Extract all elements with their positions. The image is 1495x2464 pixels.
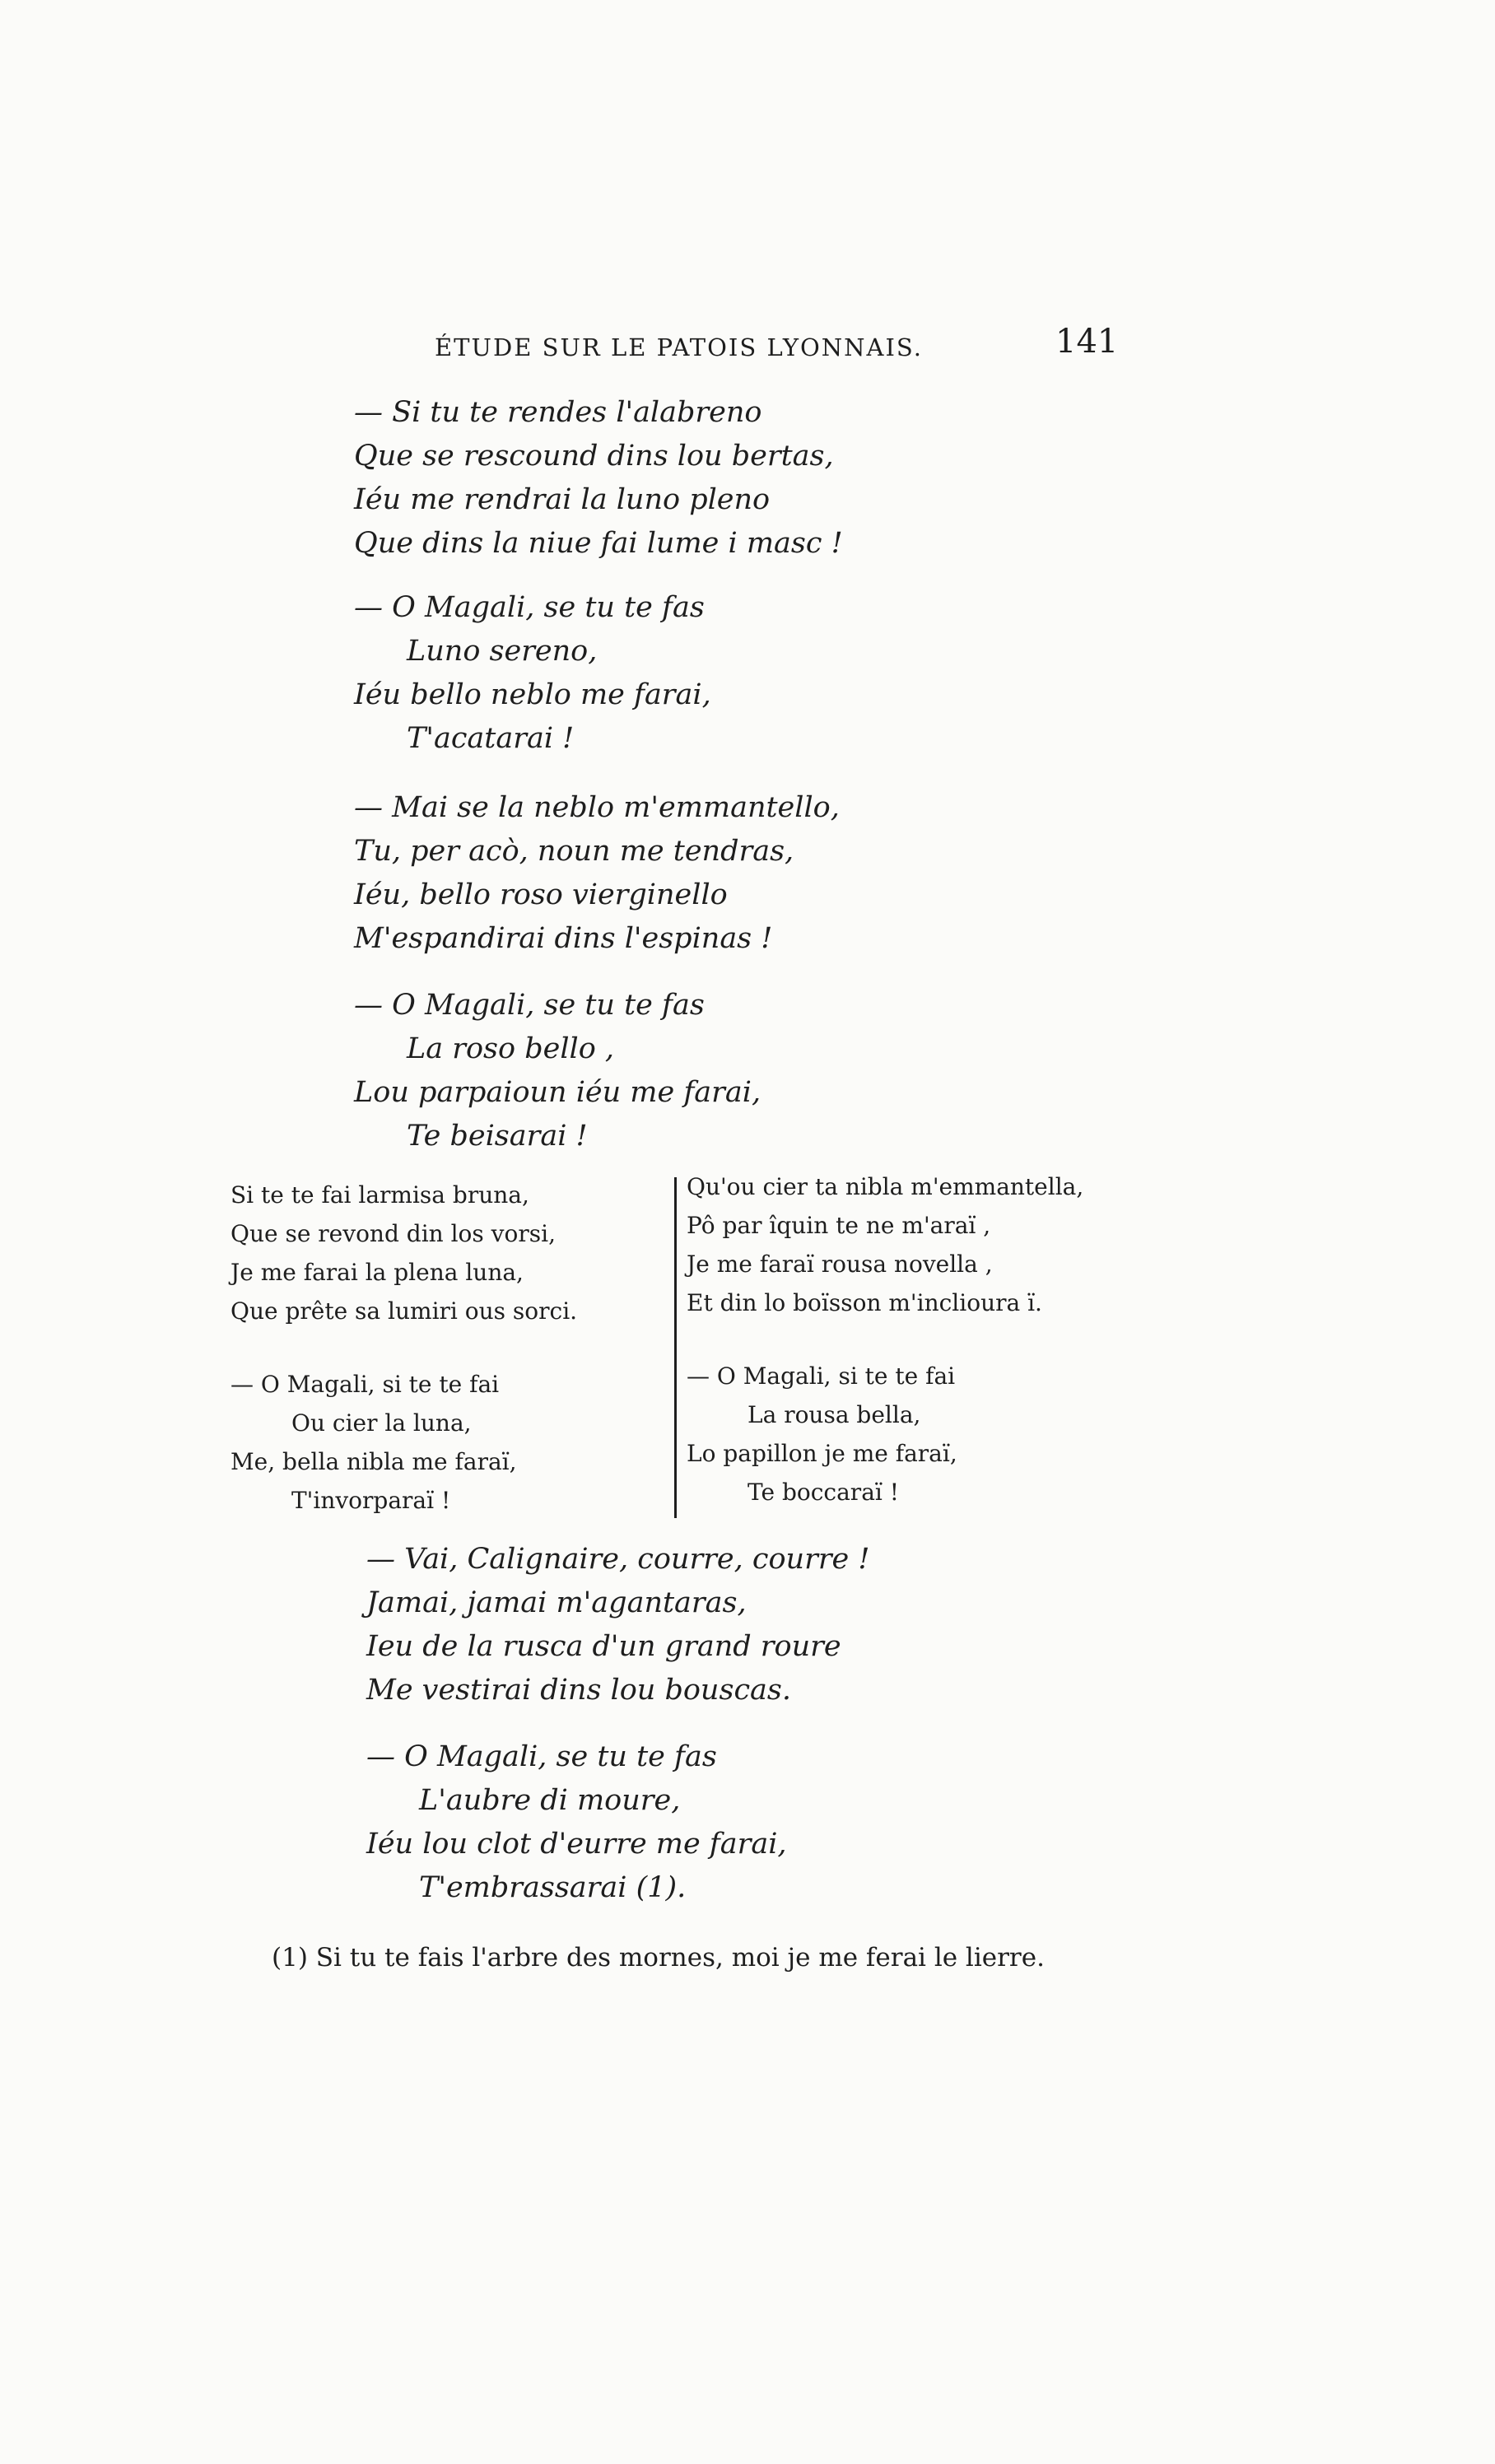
stanza-2 [354, 586, 711, 761]
verse-line: Qu'ou cier ta nibla m'emmantella, [687, 1173, 1084, 1200]
translation-left-column [231, 1176, 577, 1520]
stanza-1 [354, 391, 843, 566]
verse-line: Me, bella nibla me faraï, [231, 1448, 517, 1475]
verse-line: Iéu me rendrai la luno pleno [354, 483, 771, 516]
translation-right-column [687, 1167, 1083, 1511]
verse-line: — Mai se la neblo m'emmantello, [354, 791, 840, 824]
stanza-3 [354, 786, 840, 961]
verse-line: Je me faraï rousa novella , [687, 1251, 993, 1278]
verse-line: Si te te fai larmisa bruna, [231, 1181, 529, 1209]
verse-line: La roso bello , [407, 1032, 615, 1065]
verse-line: T'embrassarai (1). [419, 1871, 687, 1904]
footnote: (1) Si tu te fais l'arbre des mornes, moi je me ferai le lierre. [272, 1943, 1045, 1973]
verse-line: Lou parpaioun iéu me farai, [354, 1076, 761, 1109]
verse-line: Iéu, bello roso vierginello [354, 878, 728, 911]
verse-line: Jamai, jamai m'agantaras, [366, 1586, 747, 1619]
verse-line: Ou cier la luna, [291, 1409, 472, 1437]
stanza-5 [366, 1538, 869, 1712]
verse-line: Tu, per acò, noun me tendras, [354, 835, 794, 868]
verse-line: — O Magali, se tu te fas [354, 591, 705, 624]
verse-line: Iéu lou clot d'eurre me farai, [366, 1828, 787, 1861]
verse-line: — O Magali, se tu te fas [366, 1740, 717, 1773]
verse-line: Iéu bello neblo me farai, [354, 678, 711, 711]
verse-line: Luno sereno, [407, 635, 598, 668]
verse-line: Que se rescound dins lou bertas, [354, 440, 834, 473]
verse-line: — O Magali, se tu te fas [354, 989, 705, 1022]
verse-line: — O Magali, si te te fai [231, 1371, 500, 1398]
verse-line: — O Magali, si te te fai [687, 1362, 956, 1390]
verse-line: Me vestirai dins lou bouscas. [366, 1674, 791, 1707]
page-number: 141 [1055, 323, 1119, 361]
verse-line: Ieu de la rusca d'un grand roure [366, 1630, 841, 1663]
verse-line: — Si tu te rendes l'alabreno [354, 396, 762, 429]
verse-line: T'invorparaï ! [291, 1487, 451, 1514]
verse-line: Te boccaraï ! [748, 1479, 899, 1506]
running-header: ÉTUDE SUR LE PATOIS LYONNAIS. [435, 333, 923, 361]
verse-line: Je me farai la plena luna, [231, 1259, 524, 1286]
verse-line: Que se revond din los vorsi, [231, 1220, 556, 1247]
verse-line: Lo papillon je me faraï, [687, 1440, 957, 1467]
verse-line: — Vai, Calignaire, courre, courre ! [366, 1543, 870, 1576]
verse-line: Te beisarai ! [407, 1120, 588, 1153]
verse-line: M'espandirai dins l'espinas ! [354, 922, 773, 955]
verse-line: Que prête sa lumiri ous sorci. [231, 1297, 578, 1325]
verse-line: Que dins la niue fai lume i masc ! [354, 527, 843, 560]
verse-line: La rousa bella, [748, 1401, 921, 1428]
verse-line: T'acatarai ! [407, 722, 575, 755]
stanza-4 [354, 984, 761, 1158]
verse-line: L'aubre di moure, [419, 1784, 681, 1817]
stanza-6 [366, 1735, 787, 1910]
verse-line: Et din lo boïsson m'inclioura ï. [687, 1289, 1042, 1316]
column-divider [674, 1177, 677, 1518]
verse-line: Pô par îquin te ne m'araï , [687, 1212, 991, 1239]
